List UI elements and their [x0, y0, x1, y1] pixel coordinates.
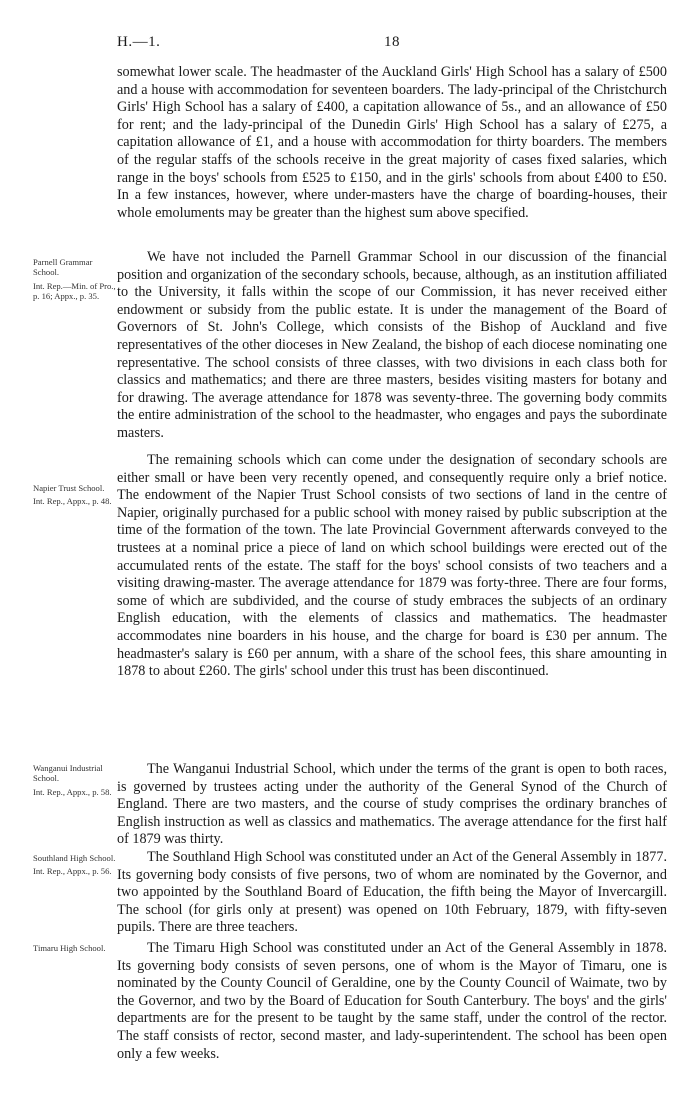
paragraph-salaries: somewhat lower scale. The headmaster of the Auckland Girls' High School has a salary of £500 and a house with accommodation for seventeen boarders. The lady-principal of the Christchurch Girls' High School has a salary of £400, a capitation allowance of 5s., and an allowance of £50 for rent; and the lady-principal of the Dunedin Girls' High School has a salary of £275, a capitation allowance of £1, and a house with accommodation for thirty boarders. The members of the regular staffs of the schools receive in the great majority of cases fixed salaries, which range in the boys' schools from £525 to £150, and in the girls' schools from about £400 to £50. In a few instances, however, where under-masters have the charge of boarding-houses, their whole emoluments may be greater than the highest sum above specified.	[117, 64, 667, 221]
margin-note-napier	[33, 483, 117, 510]
margin-note-title: Wanganui Industrial School.	[33, 763, 103, 784]
margin-note-parnell	[33, 257, 117, 305]
paragraph-timaru: The Timaru High School was constituted under an Act of the General Assembly in 1878. Its governing body consists of seven persons, one of whom is the Mayor of Timaru, one is nominated by the County Council of Geraldine, one by the County Council of Waimate, two by the Governor, and two by the Board of Education for South Canterbury. The boys' and the girls' departments are for the present to be taught by the same staff, under the control of the rector. The staff consists of rector, second master, and lady-superintendent. The school has been open only a few weeks.	[117, 940, 667, 1062]
margin-note-reference: Int. Rep., Appx., p. 48.	[33, 496, 112, 507]
margin-note-wanganui	[33, 763, 117, 800]
paragraph-wanganui: The Wanganui Industrial School, which under the terms of the grant is open to both races, is governed by trustees acting under the authority of the General Synod of the Church of England. There are two masters, and the course of study comprises the ordinary branches of English instruction as well as classics and mathematics. The average attendance for the first half of 1879 was thirty.	[117, 761, 667, 848]
body-text-parnell	[117, 249, 667, 443]
body-text-timaru	[117, 940, 667, 1063]
margin-note-timaru	[33, 943, 117, 956]
body-text-southland	[117, 849, 667, 937]
margin-note-title: Timaru High School.	[33, 943, 106, 953]
body-text-napier	[117, 452, 667, 681]
margin-note-title: Southland High School.	[33, 853, 116, 863]
margin-note-reference: Int. Rep., Appx., p. 56.	[33, 866, 112, 877]
page-number: 18	[384, 34, 400, 50]
margin-note-title: Parnell Grammar School.	[33, 257, 93, 278]
body-text-wanganui	[117, 761, 667, 849]
margin-note-reference: Int. Rep.—Min. of Pro., p. 16; Appx., p. 35.	[33, 280, 116, 302]
paragraph-parnell: We have not included the Parnell Grammar School in our discussion of the financial position and organization of the secondary schools, because, although, as an institution affiliated to the University, it falls within the scope of our Commission, it has never received either endowment or subsidy from the public estate. It is under the management of the Board of Governors of St. John's College, which consists of the Bishop of Auckland and five representatives of the other dioceses in New Zealand, the bishop of each diocese nominating one representative. The school consists of three classes, with two divisions in each class both for classics and mathematics; and there are three masters, besides visiting masters for botany and for drawing. The average attendance for 1878 was seventy-three. The governing body commits the entire administration of the school to the headmaster, who engages and pays the subordinate masters.	[117, 249, 667, 441]
running-header: H.—1.	[117, 34, 161, 50]
paragraph-napier: The remaining schools which can come under the designation of secondary schools are either small or have been very recently opened, and consequently require only a brief notice. The endowment of the Napier Trust School consists of two sections of land in the centre of Napier, originally purchased for a public school with money raised by public subscription at the time of the formation of the town. The late Provincial Government afterwards conveyed to the trustees at a nominal price a piece of land on which school buildings were erected out of the accumulated rents of the estate. The staff for the boys' school consists of two teachers and a visiting drawing-master. The average attendance for 1879 was forty-three. There are four forms, some of which are subdivided, and the course of study embraces the subjects of an ordinary English education, with the elements of classics and mathematics. The headmaster accommodates nine boarders in his house, and the charge for board is £30 per annum. The headmaster's salary is £60 per annum, with a share of the school fees, this share amounting in 1878 to about £260. The girls' school under this trust has been discontinued.	[117, 452, 667, 680]
margin-note-reference: Int. Rep., Appx., p. 58.	[33, 786, 112, 797]
margin-note-title: Napier Trust School.	[33, 483, 105, 493]
body-text	[117, 64, 667, 222]
margin-note-southland	[33, 853, 117, 880]
paragraph-southland: The Southland High School was constituted under an Act of the General Assembly in 1877. Its governing body consists of five persons, two of whom are nominated by the Governor, and two appointed by the Southland Board of Education, the fifth being the Mayor of Invercargill. The school (for girls only at present) was opened on 10th February, 1879, with fifty-seven pupils. There are three teachers.	[117, 849, 667, 936]
